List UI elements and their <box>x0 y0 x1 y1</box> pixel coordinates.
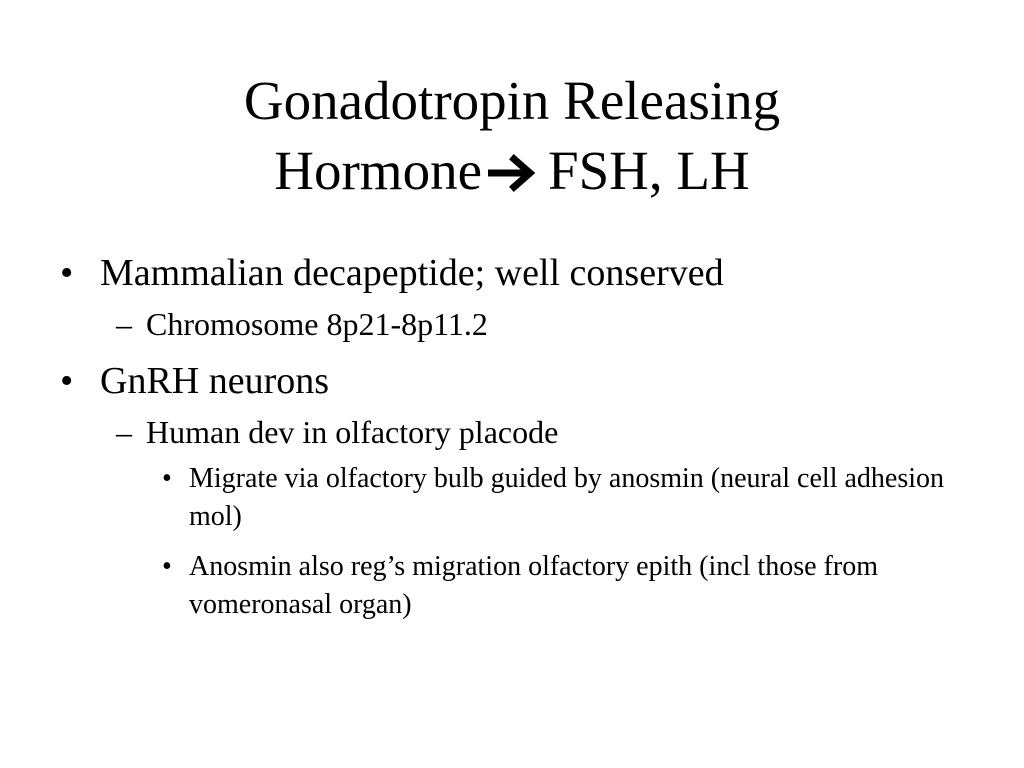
bullet-text: Mammalian decapeptide; well conserved <box>100 252 724 294</box>
sub-bullet-text: Chromosome 8p21-8p11.2 <box>146 306 488 342</box>
title-fsh-lh: FSH, LH <box>548 140 750 201</box>
right-arrow-icon <box>488 140 538 180</box>
bullet-list <box>0 250 1024 624</box>
sub-sub-bullet-text: Migrate via olfactory bulb guided by anosmin (neural cell adhesion mol) <box>189 463 945 532</box>
sub-bullet-item-2 <box>116 412 1024 452</box>
title-line-2 <box>0 136 1024 206</box>
bullet-marker: • <box>162 551 172 582</box>
dash-marker: – <box>116 306 132 342</box>
bullet-marker: • <box>60 360 74 402</box>
sub-bullet-text: Human dev in olfactory placode <box>146 414 559 450</box>
sub-sub-bullet-item-1 <box>162 460 989 536</box>
bullet-text: GnRH neurons <box>100 360 330 402</box>
sub-bullet-item-1 <box>116 304 1024 344</box>
sub-sub-bullet-text: Anosmin also reg’s migration olfactory epith (incl those from vomeronasal organ) <box>189 551 878 620</box>
slide-title <box>0 66 1024 206</box>
bullet-marker: • <box>60 252 74 294</box>
title-hormone: Hormone <box>274 140 482 201</box>
bullet-marker: • <box>162 463 172 494</box>
sub-sub-bullet-item-2 <box>162 548 989 624</box>
dash-marker: – <box>116 414 132 450</box>
bullet-item-2 <box>60 358 1024 404</box>
bullet-item-1 <box>60 250 1024 296</box>
title-line-1: Gonadotropin Releasing <box>243 70 781 131</box>
